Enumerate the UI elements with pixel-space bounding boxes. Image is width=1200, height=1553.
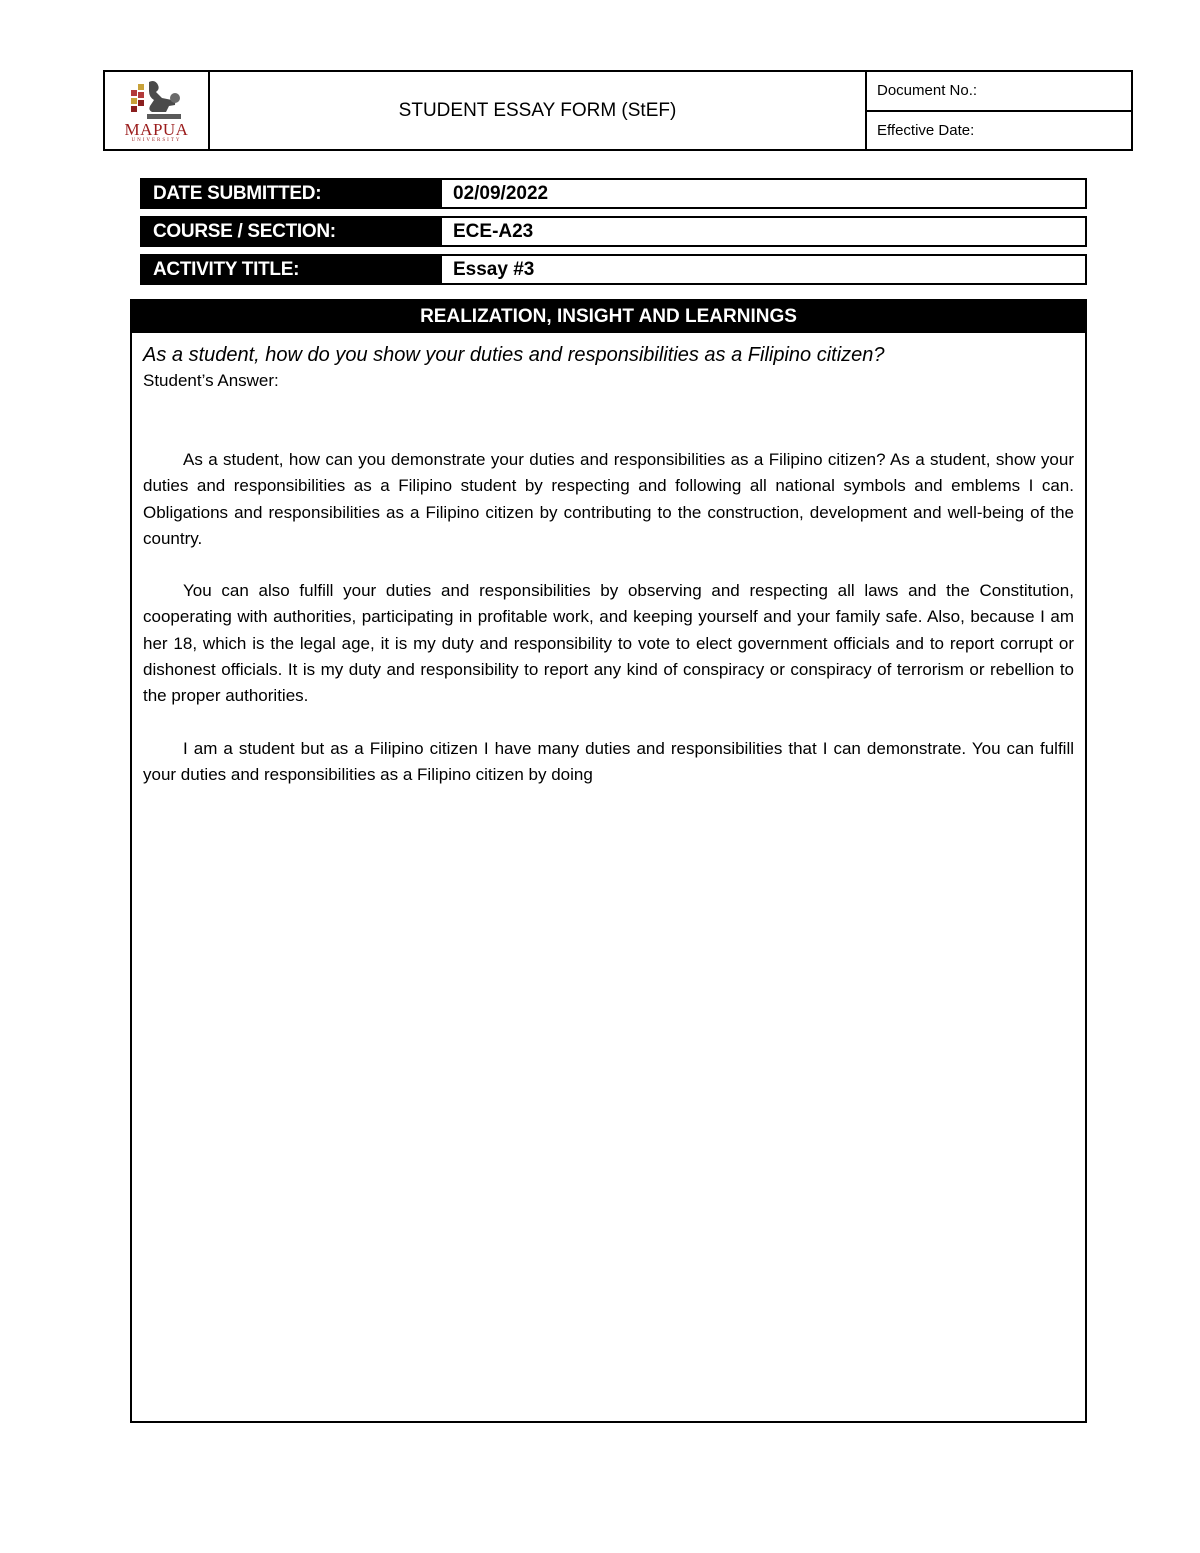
realization-section (130, 299, 1087, 1423)
answer-paragraph: I am a student but as a Filipino citizen I have many duties and responsibilities that I can demonstrate. You can fulfill your duties and responsibilities as a Filipino citizen by doing (143, 738, 1074, 784)
student-answer[interactable] (143, 447, 1074, 788)
answer-paragraph: You can also fulfill your duties and responsibilities by observing and respecting all laws and the Constitution, cooperating with authorities, participating in profitable work, and keeping yourself and your family safe. Also, because I am her 18, which is the legal age, it is my duty and responsibility to vote to elect government officials and to report corrupt or dishonest officials. It is my duty and responsibility to report any kind of conspiracy or conspiracy of terrorism or rebellion to the proper authorities. (143, 581, 1074, 706)
answer-label: Student’s Answer: (143, 371, 279, 390)
course-section-row (140, 216, 1087, 247)
answer-paragraph: As a student, how can you demonstrate your duties and responsibilities as a Filipino citizen? As a student, show your duties and responsibilities as a Filipino student by respecting and following all national symbols and emblems I can. Obligations and responsibilities as a Filipino citizen by contributing to the construction, development and well-being of the country. (143, 450, 1074, 548)
date-submitted-label: DATE SUBMITTED: (142, 180, 442, 207)
date-submitted-row (140, 178, 1087, 209)
activity-title-value[interactable]: Essay #3 (453, 258, 535, 280)
form-header (103, 70, 1133, 151)
section-title: REALIZATION, INSIGHT AND LEARNINGS (132, 301, 1085, 333)
document-meta (867, 72, 1131, 149)
effective-date-label: Effective Date: (867, 110, 1131, 150)
logo-subtext: UNIVERSITY (131, 137, 182, 143)
section-body (132, 333, 1085, 788)
activity-title-label: ACTIVITY TITLE: (142, 256, 442, 283)
university-seal-icon (127, 78, 187, 122)
form-title: STUDENT ESSAY FORM (StEF) (210, 72, 867, 149)
logo-wordmark: MAPUA (124, 119, 189, 139)
course-section-value[interactable]: ECE-A23 (453, 220, 534, 242)
university-logo (105, 72, 210, 149)
course-section-label: COURSE / SECTION: (142, 218, 442, 245)
document-no-label: Document No.: (877, 82, 978, 100)
activity-title-row (140, 254, 1087, 285)
essay-question: As a student, how do you show your duties and responsibilities as a Filipino citizen? (143, 344, 885, 366)
date-submitted-value[interactable]: 02/09/2022 (453, 182, 549, 204)
